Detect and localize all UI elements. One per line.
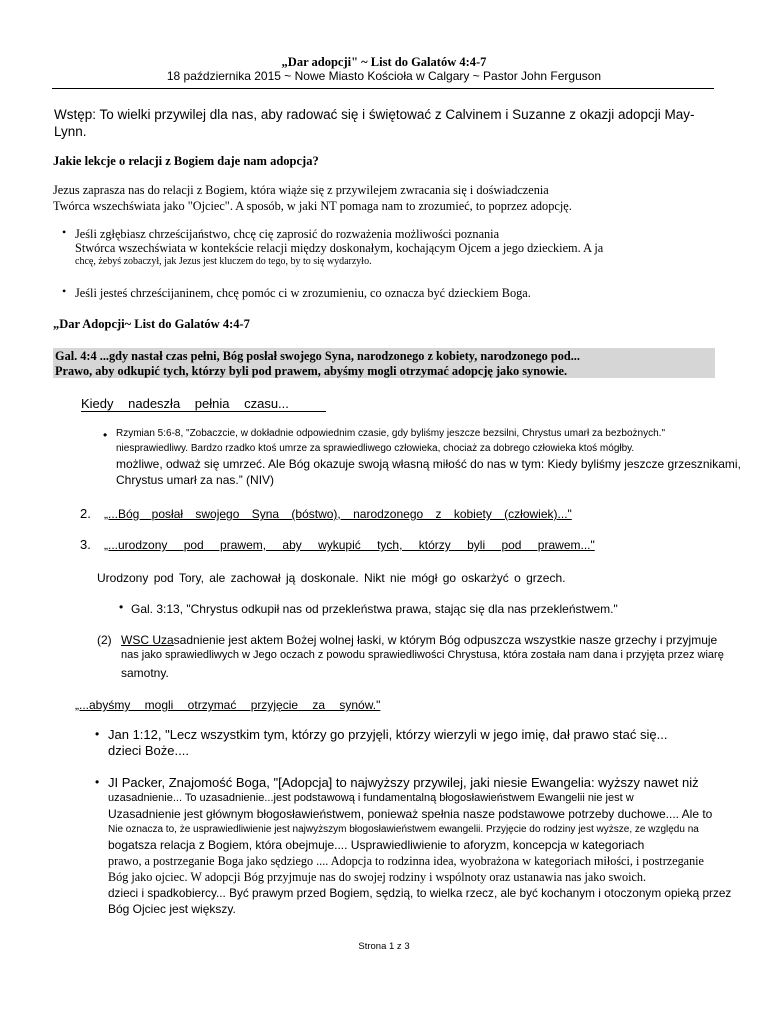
point-3-number: 3. [80, 537, 91, 552]
paragraph-line: Jezus zaprasza nas do relacji z Bogiem, która wiąże się z przywilejem zwracania się i doświadczenia [53, 183, 549, 197]
wsc-link[interactable]: WSC Uza [121, 633, 174, 647]
quote-line: prawo, a postrzeganie Boga jako sędziego .... Adopcja to rodzinna idea, wyobrażona w kategoriach miłości, i postrzeganie [108, 854, 704, 868]
quote-line: Nie oznacza to, że usprawiedliwienie jest najwyższym błogosławieństwem ewangelii. Przyjęcie do rodziny jest wyższe, ze względu na [108, 824, 699, 835]
wsc-line: sadnienie jest aktem Bożej wolnej łaski, w którym Bóg odpuszcza wszystkie nasze grzechy i przyjmuje [173, 633, 718, 647]
quote-line: Rzymian 5:6-8, "Zobaczcie, w dokładnie odpowiednim czasie, gdy byliśmy jeszcze bezsilni, Chrystus umarł za bezbożnych." [116, 428, 665, 439]
bullet-dot: • [62, 284, 67, 298]
point-2-text: „...Bóg posłał swojego Syna (bóstwo), narodzonego z kobiety (człowiek)..." [104, 507, 572, 521]
point-3-text: „...urodzony pod prawem, aby wykupić tych, którzy byli pod prawem..." [104, 538, 595, 552]
quote-line: niesprawiedliwy. Bardzo rzadko ktoś umrze za sprawiedliwego człowieka, chociaż za dobrego człowieka ktoś mógłby. [116, 443, 635, 454]
section-heading: „Dar Adopcji~ List do Galatów 4:4-7 [53, 317, 250, 331]
question-heading: Jakie lekcje o relacji z Bogiem daje nam adopcja? [53, 154, 319, 168]
quote-line: Chrystus umarł za nas.” (NIV) [116, 473, 275, 487]
quote-line: Jan 1:12, "Lecz wszystkim tym, którzy go przyjęli, którzy wierzyli w jego imię, dał prawo stać się... [108, 727, 668, 742]
page-footer: Strona 1 z 3 [358, 941, 410, 952]
quote-line: JI Packer, Znajomość Boga, "[Adopcja] to najwyższy przywilej, jaki niesie Ewangelia: wyższy nawet niż [108, 775, 699, 790]
intro-line: Wstęp: To wielki przywilej dla nas, aby radować się i świętować z Calvinem i Suzanne z okazji adopcji May- [54, 107, 695, 122]
bullet-dot: • [95, 727, 100, 741]
intro-line: Lynn. [54, 124, 87, 139]
bullet-line: chcę, żebyś zobaczył, jak Jezus jest kluczem do tego, by to się wydarzyło. [75, 256, 372, 267]
wsc-number: (2) [97, 633, 112, 647]
quote-line: uzasadnienie... To uzasadnienie...jest podstawową i fundamentalną błogosławieństwem Ewangelii nie jest w [108, 792, 634, 804]
tora-paragraph: Urodzony pod Tory, ale zachował ją doskonale. Nikt nie mógł go oskarżyć o grzech. [97, 571, 566, 585]
document-title: „Dar adopcji" ~ List do Galatów 4:4-7 [281, 55, 487, 69]
quote-line: dzieci i spadkobiercy... Być prawym przed Bogiem, sędzią, to wielka rzecz, ale być kochanym i otoczonym opieką przez [108, 886, 732, 900]
question-paragraph [53, 182, 713, 214]
bullet-dot: • [103, 428, 108, 442]
gal-313-quote: Gal. 3:13, "Chrystus odkupił nas od przekleństwa prawa, stając się dla nas przekleństwem." [131, 602, 618, 616]
jan-quote [108, 727, 748, 759]
bullet-dot: • [95, 775, 100, 789]
verse-highlight [53, 348, 715, 378]
bullet-line: Jeśli zgłębiasz chrześcijaństwo, chcę cię zaprosić do rozważenia możliwości poznania [75, 227, 500, 241]
quote-line: bogatsza relacja z Bogiem, która obejmuje.... Usprawiedliwienie to aforyzm, koncepcja w kategoriach [108, 838, 645, 852]
romans-quote [116, 426, 756, 488]
quote-line: Bóg jako ojciec. W adopcji Bóg przyjmuje nas do swojej rodziny i wspólnoty oraz ustanawia nas jako swoich. [108, 870, 647, 884]
paragraph-line: Twórca wszechświata jako "Ojciec". A sposób, w jaki NT pomaga nam to zrozumieć, to poprzez adopcję. [53, 199, 572, 213]
wsc-line: nas jako sprawiedliwych w Jego oczach z powodu sprawiedliwości Chrystusa, która została nam dana i przyjęta przez wiarę [121, 649, 724, 661]
point-4: „...abyśmy mogli otrzymać przyjęcie za synów." [75, 698, 381, 712]
bullet-line: Jeśli jesteś chrześcijaninem, chcę pomóc ci w zrozumieniu, co oznacza być dzieckiem Boga. [75, 286, 531, 300]
verse-line: Prawo, aby odkupić tych, którzy byli pod prawem, abyśmy mogli otrzymać adopcję jako synowie. [55, 364, 568, 378]
bullet-line: Stwórca wszechświata w kontekście relacji między doskonałym, kochającym Ojcem a jego dzieckiem. A ja [75, 241, 604, 255]
quote-line: dzieci Boże.... [108, 743, 189, 758]
bullet-item [75, 286, 715, 300]
quote-line: Bóg Ojciec jest większy. [108, 902, 236, 916]
bullet-dot: • [62, 225, 67, 239]
verse-line: Gal. 4:4 ...gdy nastał czas pełni, Bóg posłał swojego Syna, narodzonego z kobiety, narodzonego pod... [55, 349, 580, 363]
bullet-item [75, 227, 715, 269]
wsc-paragraph [121, 632, 761, 681]
packer-quote [108, 775, 768, 917]
bullet-dot: • [119, 600, 124, 614]
quote-line: Uzasadnienie jest głównym błogosławieństwem, ponieważ spełnia nasze podstawowe potrzeby duchowe.... Ale to [108, 807, 713, 821]
intro-paragraph [54, 106, 704, 140]
point-1: Kiedy nadeszła pełnia czasu... [81, 396, 326, 412]
wsc-line: samotny. [121, 666, 169, 680]
header-rule [52, 88, 714, 89]
quote-line: możliwe, odważ się umrzeć. Ale Bóg okazuje swoją własną miłość do nas w tym: Kiedy byliśmy jeszcze grzesznikami, [116, 457, 741, 471]
point-2-number: 2. [80, 506, 91, 521]
document-subtitle: 18 października 2015 ~ Nowe Miasto Kościoła w Calgary ~ Pastor John Ferguson [166, 69, 602, 83]
